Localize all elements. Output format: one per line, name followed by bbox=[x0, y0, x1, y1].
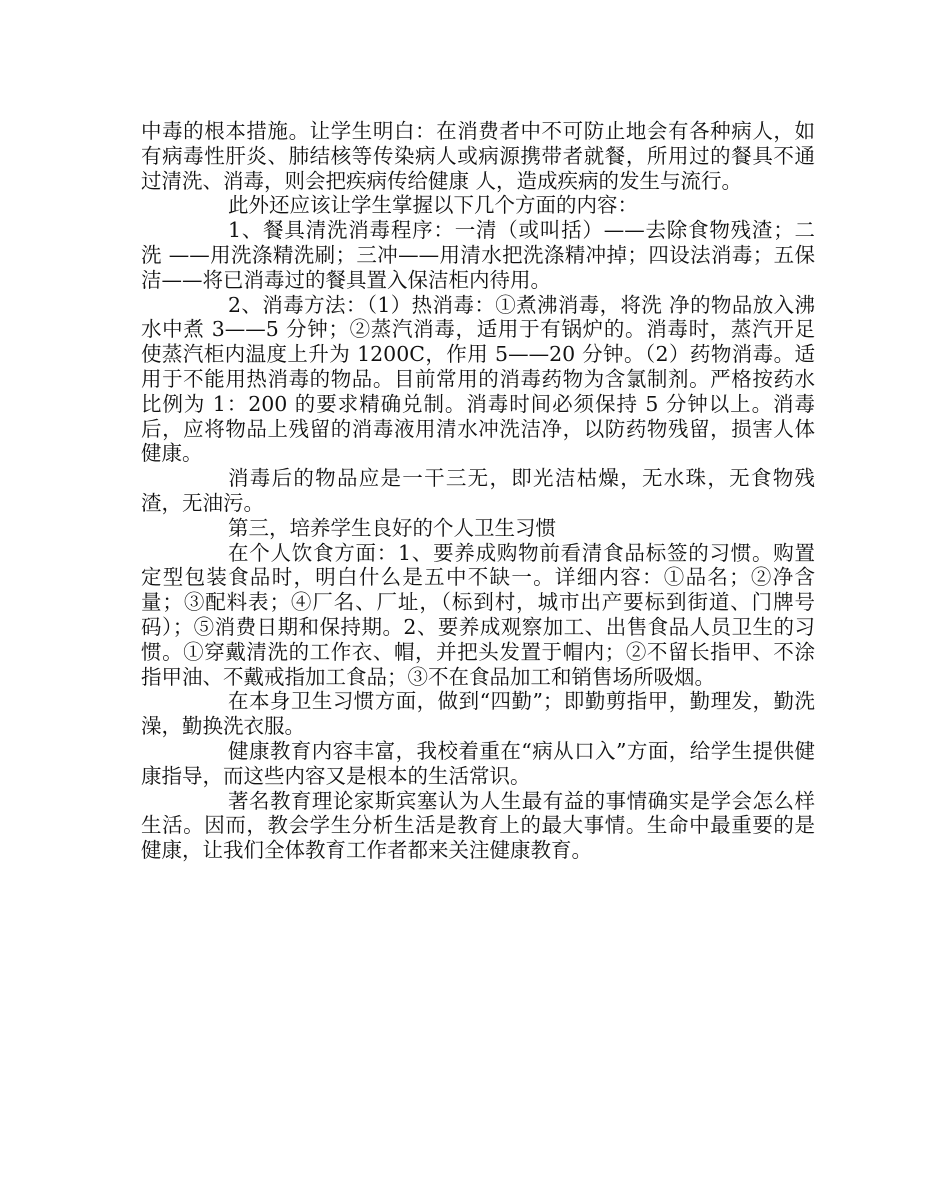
document-page bbox=[141, 119, 815, 863]
paragraph-4: 2、消毒方法：（1）热消毒：①煮沸消毒，将洗 净的物品放入沸水中煮 3——5 分钟；②蒸汽消毒，适用于有锅炉的。消毒时，蒸汽开足使蒸汽柜内温度上升为 1200C，作用 5——20 分钟。（2）药物消毒。适用于不能用热消毒的物品。目前常用的消毒药物为含氯制剂。严格按药水比例为 1：200 的要求精确兑制。消毒时间必须保持 5 分钟以上。消毒后，应将物品上残留的消毒液用清水冲洗洁净，以防药物残留，损害人体健康。 bbox=[141, 292, 815, 466]
paragraph-1: 中毒的根本措施。让学生明白：在消费者中不可防止地会有各种病人，如有病毒性肝炎、肺结核等传染病人或病源携带者就餐，所用过的餐具不通过清洗、消毒，则会把疾病传给健康 人，造成疾病的发生与流行。 bbox=[141, 119, 815, 193]
paragraph-3: 1、餐具清洗消毒程序：一清（或叫括）——去除食物残渣；二洗 ——用洗涤精洗刷；三冲——用清水把洗涤精冲掉；四设法消毒；五保洁——将已消毒过的餐具置入保洁柜内待用。 bbox=[141, 218, 815, 292]
paragraph-9: 健康教育内容丰富，我校着重在“病从口入”方面，给学生提供健康指导，而这些内容又是根本的生活常识。 bbox=[141, 738, 815, 788]
paragraph-7: 在个人饮食方面：1、要养成购物前看清食品标签的习惯。购置定型包装食品时，明白什么是五中不缺一。详细内容：①品名；②净含量；③配料表；④厂名、厂址，（标到村，城市出产要标到街道、门牌号码）；⑤消费日期和保持期。2、要养成观察加工、出售食品人员卫生的习惯。①穿戴清洗的工作衣、帽，并把头发置于帽内；②不留长指甲、不涂指甲油、不戴戒指加工食品；③不在食品加工和销售场所吸烟。 bbox=[141, 540, 815, 689]
paragraph-10: 著名教育理论家斯宾塞认为人生最有益的事情确实是学会怎么样生活。因而，教会学生分析生活是教育上的最大事情。生命中最重要的是健康，让我们全体教育工作者都来关注健康教育。 bbox=[141, 788, 815, 863]
paragraph-2: 此外还应该让学生掌握以下几个方面的内容： bbox=[228, 193, 638, 218]
paragraph-5: 消毒后的物品应是一干三无，即光洁枯燥，无水珠，无食物残渣，无油污。 bbox=[141, 466, 815, 515]
paragraph-8: 在本身卫生习惯方面，做到“四勤”；即勤剪指甲，勤理发，勤洗澡，勤换洗衣服。 bbox=[141, 689, 815, 739]
section-heading: 第三，培养学生良好的个人卫生习惯 bbox=[228, 515, 556, 540]
